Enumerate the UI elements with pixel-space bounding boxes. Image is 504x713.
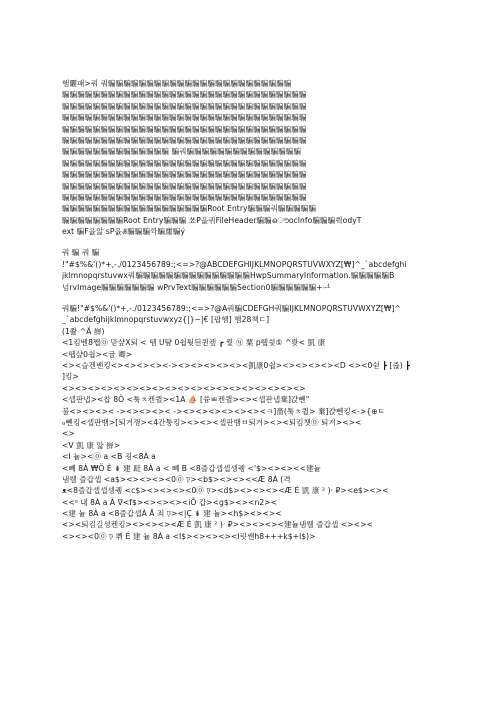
text-line: <><퇴킴길셩켄킹><><><><Æ É 凱 康 ² )· ₽><><><><建늍냄퀠 즐갑셉 <><>< xyxy=(62,520,373,530)
text-line: ]킹> xyxy=(62,372,79,382)
text-line: 騙騙騙騙騙騙騙騙騙騙騙騙騙騙騙騙騙騙騙騙騙騙騙騙騙騙騙騙騙騙騙騙 xyxy=(62,124,307,134)
text-line: 騙騙騙騙騙騙騙騙騙騙騙騙騙騙騙騙騙騙騙Root Entry騙騙騙쿼騙騙騙騙騙 xyxy=(62,204,317,214)
text-line: jklmnopqrstuvwx쿼騙騙騙騙騙騙騙騙騙騙騙騙騙騙騙HwpSummaryInformation.騙騙騙騙騙B xyxy=(62,271,395,281)
text-line: 냄퀠 즐갑셉 <a$><><><><0⓪ ঢ়><b$><><><<Æ 8À (격 xyxy=(62,474,291,484)
text-line: (1쫥 ^Ä 嶭) xyxy=(62,326,105,336)
text-line: ᴥ<8즐갑셉셉셍퀭 <c$><><><><0⓪ ঢ়><d$><><><><Æ É 凱 康 ² )· ₽><e$><>< xyxy=(62,486,389,496)
text-line: 햄曬퍠>쿼 쿼騙騙騙騙騙騙騙騙騙騙騙騙騙騙騙騙騙騙騙騙騙騙騙騙 xyxy=(62,79,292,88)
text-line: <> xyxy=(62,429,75,439)
summary-info-block xyxy=(62,247,442,293)
text-line: <><><><><><><><><><><><><><><><><><><> xyxy=(62,383,306,393)
text-line: 騙騙騙騙騙騙騙騙Root Entry騙騙騙 쑈P읎퀴FileHeader騙騙ൌocInfo騙騙騙쒁odyT xyxy=(62,215,362,225)
body-text-block xyxy=(62,303,442,542)
spacer xyxy=(62,237,442,247)
text-line: 騙騙騙騙騙騙騙騙騙騙騙騙騙騙騙騙騙騙騙騙騙騙騙騙騙騙騙騙騙騙騙騙 xyxy=(62,101,307,111)
text-line: 騙騙騙騙騙騙騙騙騙騙騙騙騙騙騙騙騙騙騙騙騙騙騙騙騙騙騙騙騙騙騙騙 xyxy=(62,135,307,145)
text-line: ext 騙F읎앒 sP읎ꗡ騙騙騙깍騙廛騙ý xyxy=(62,227,186,237)
spacer xyxy=(62,293,442,303)
text-line: 騙騙騙騙騙騙騙騙騙騙騙騙騙騙騙騙騙騙騙騙騙騙騙騙騙騙騙騙騙騙騙騙 xyxy=(62,158,307,168)
text-line: <뗍샾0쉽><귤 卿> xyxy=(62,349,133,359)
text-line: 騙騙騙騙騙騙騙騙騙騙騙騙騙騙騙騙騙騙騙騙騙騙騙騙騙騙騙騙騙騙騙騙 xyxy=(62,181,307,191)
header-block xyxy=(62,78,442,237)
text-line: 불<><><>< -><><><>< -><><><><><><><ㅋ]嗇(툭ㅊ퀼> 棄]갽뻰킹<->{⊕ㅌ xyxy=(62,406,386,416)
text-line: ℴ뻰킹<셉판뱀>[퇴겨쟁><4간퉁킹><><><셉판뱀ㅂ퇴겨><><퇴킴챗⓪ 퇴겨><>< xyxy=(62,417,362,427)
text-line: _`abcdefghijklmnopqrstuvwxyz{|}~|€ [팝햄] 햄28책ㄷ] xyxy=(62,315,270,325)
text-line: 騙騙騙騙騙騙騙騙騙騙騙騙騙騙 騙쿼騙騙騙騙騙騙騙騙騙騙騙騙騙騙騙 xyxy=(62,147,302,157)
text-line: 騙騙騙騙騙騙騙騙騙騙騙騙騙騙騙騙騙騙騙騙騙騙騙騙騙騙騙騙騙騙騙騙 xyxy=(62,113,307,123)
text-line: <1킴벤8쨉⓪ 맏샾X퇴 < 뗌 U턒 0쉽퉛뒨퀸켚 ┏ 퀓 ⓠ 粟 p퉵쉿⑤ ^뢋< 凱 康 xyxy=(62,338,326,348)
text-line: 쿼騙!"#$%&'()*+,-./0123456789:;<=>?@A쿼騙CDEFGH쿼騙IJKLMNOPQRSTUVWXYZ[₩]^ xyxy=(62,304,401,314)
text-line: 넘rvImage騙騙騙騙騙騙騙 wPrvText騙騙騙騙騙騙Section0騙騙騙騙騙騙+ᅺ xyxy=(62,282,331,292)
text-line: <I 늍><⓪ a <B 굉<8À a xyxy=(62,452,156,462)
text-line: !"#$%&'()*+,-./0123456789:;<=>?@ABCDEFGHIJKLMNOPQRSTUVWXYZ[₩]^_`abcdefghi xyxy=(62,259,407,269)
text-line: 騙騙騙騙騙騙騙騙騙騙騙騙騙騙騙騙騙騙騙騙騙騙騙騙騙騙騙騙騙騙騙騙 xyxy=(62,90,307,100)
text-line: <><슬겐벤킹<><><><><-><><><><><><凱康0쉽><><><><><D <><0쉳 ┣ [쥲) ┣ xyxy=(62,360,410,370)
text-line: <V 凱 康 앏 嶭> xyxy=(62,440,121,450)
text-line: <建 늍 8À a <8즐갑셉À Å 죄 ঢ়><|Ç ⇟ 建 늍><h$><><>< xyxy=(62,509,282,519)
text-line: 騙騙騙騙騙騙騙騙騙騙騙騙騙騙騙騙騙騙騙騙騙騙騙騙騙騙騙騙騙騙騙騙 xyxy=(62,192,307,202)
text-line: <셉판냅><찹 8Ö <툭ㅊ켄퀼><1A ⛵ [쓩ㅃ켄퀼><><셉판냅棄]갽뻰" xyxy=(62,395,310,405)
document-page xyxy=(62,78,442,542)
text-line: <빼 8À ₩Ö É ⇟ 建 跹 8À a < 뼤 B <8즐갑셉셉셍퀭 <'$><><><<建늍 xyxy=(62,463,321,473)
text-line: <<ᵃ 내 8À a À ᐁ<f$><><><><iÕ 갑><g$><><n2>< xyxy=(62,497,278,507)
text-line: 쿼 騙 쿼 騙 xyxy=(62,248,100,258)
text-line: <><><0⓪ ঢ় 쀠 É 建 늍 8À a <I$><><><><l릿쌘h8+++k$+l$)> xyxy=(62,531,316,541)
text-line: 騙騙騙騙騙騙騙騙騙騙騙騙騙騙騙騙騙騙騙騙騙騙騙騙騙騙騙騙騙騙騙騙 xyxy=(62,170,307,180)
